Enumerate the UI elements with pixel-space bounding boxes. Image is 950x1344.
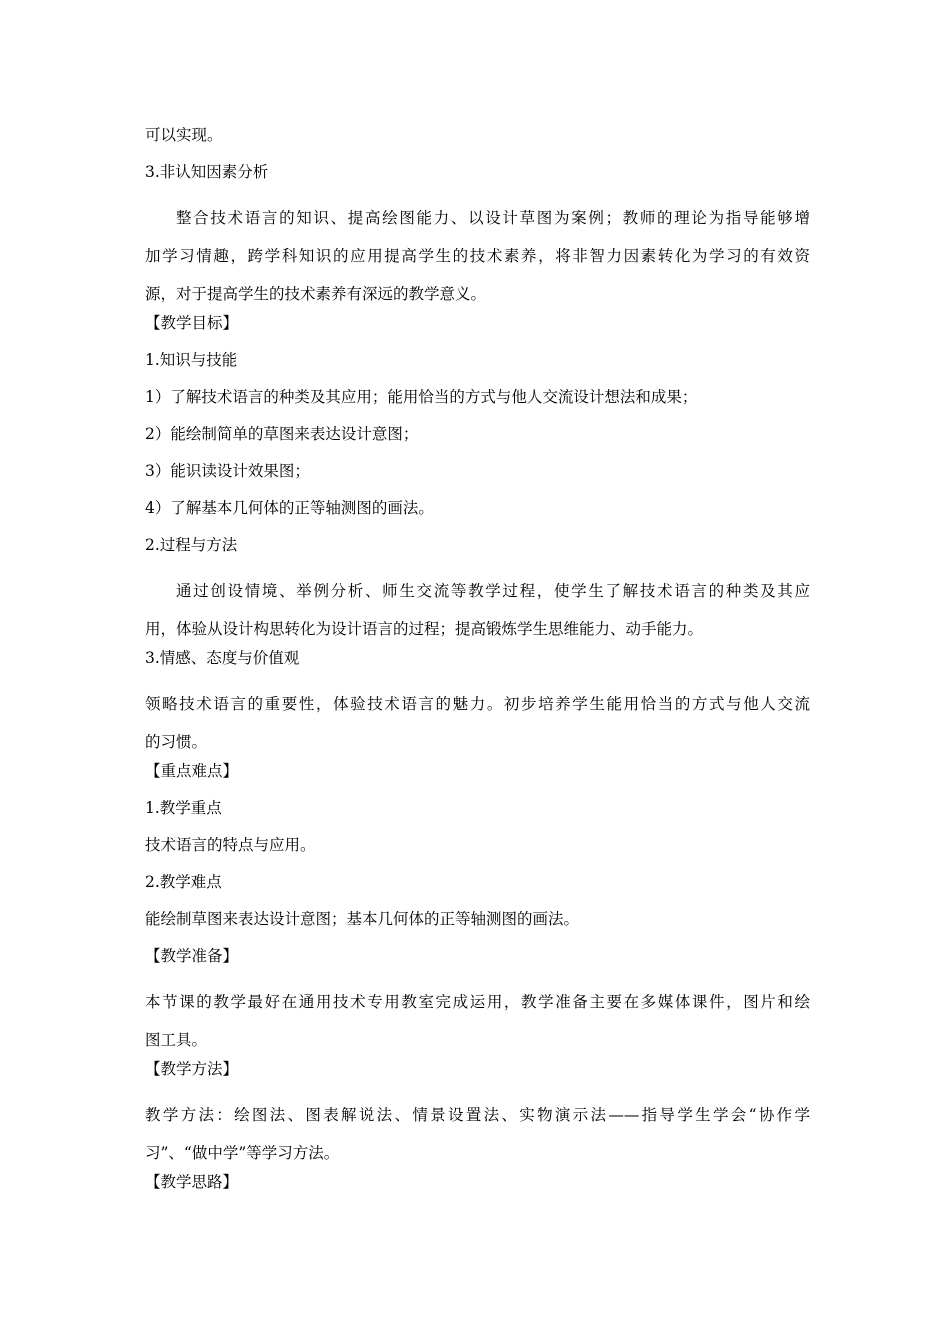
text-line: 3.非认知因素分析 — [145, 163, 269, 181]
paragraph-line: 的习惯。 — [145, 733, 208, 751]
text-line: 2.教学难点 — [145, 873, 222, 891]
text-line: 2.过程与方法 — [145, 536, 238, 554]
text-line: 【教学思路】 — [145, 1173, 239, 1191]
paragraph — [145, 685, 810, 761]
paragraph-line: 整合技术语言的知识、提高绘图能力、以设计草图为案例；教师的理论为指导能够增 — [176, 209, 810, 227]
text-line: 1.教学重点 — [145, 799, 222, 817]
paragraph — [145, 983, 810, 1059]
paragraph-line: 源，对于提高学生的技术素养有深远的教学意义。 — [145, 285, 487, 303]
text-line: 能绘制草图来表达设计意图；基本几何体的正等轴测图的画法。 — [145, 910, 580, 928]
paragraph-line: 教学方法：绘图法、图表解说法、情景设置法、实物演示法——指导学生学会“协作学 — [145, 1106, 810, 1124]
paragraph-line: 图工具。 — [145, 1031, 208, 1049]
text-line: 1.知识与技能 — [145, 351, 238, 369]
paragraph-line: 领略技术语言的重要性，体验技术语言的魅力。初步培养学生能用恰当的方式与他人交流 — [145, 695, 810, 713]
text-line: 3）能识读设计效果图； — [145, 462, 310, 480]
paragraph — [145, 572, 810, 648]
text-line: 2）能绘制简单的草图来表达设计意图； — [145, 425, 419, 443]
text-line: 【教学准备】 — [145, 947, 239, 965]
text-line: 【重点难点】 — [145, 762, 239, 780]
text-line: 【教学目标】 — [145, 314, 239, 332]
paragraph-line: 习”、“做中学”等学习方法。 — [145, 1144, 340, 1162]
paragraph — [145, 1096, 810, 1172]
document-page — [145, 125, 810, 1209]
text-line: 1）了解技术语言的种类及其应用；能用恰当的方式与他人交流设计想法和成果； — [145, 388, 698, 406]
text-line: 4）了解基本几何体的正等轴测图的画法。 — [145, 499, 434, 517]
paragraph-line: 通过创设情境、举例分析、师生交流等教学过程，使学生了解技术语言的种类及其应 — [176, 582, 810, 600]
text-line: 可以实现。 — [145, 126, 223, 144]
text-line: 技术语言的特点与应用。 — [145, 836, 316, 854]
paragraph-line: 本节课的教学最好在通用技术专用教室完成运用，教学准备主要在多媒体课件，图片和绘 — [145, 993, 810, 1011]
text-line: 【教学方法】 — [145, 1060, 239, 1078]
paragraph-line: 加学习情趣，跨学科知识的应用提高学生的技术素养，将非智力因素转化为学习的有效资 — [145, 247, 810, 265]
paragraph-line: 用，体验从设计构思转化为设计语言的过程；提高锻炼学生思维能力、动手能力。 — [145, 620, 704, 638]
paragraph — [145, 199, 810, 313]
text-line: 3.情感、态度与价值观 — [145, 649, 300, 667]
